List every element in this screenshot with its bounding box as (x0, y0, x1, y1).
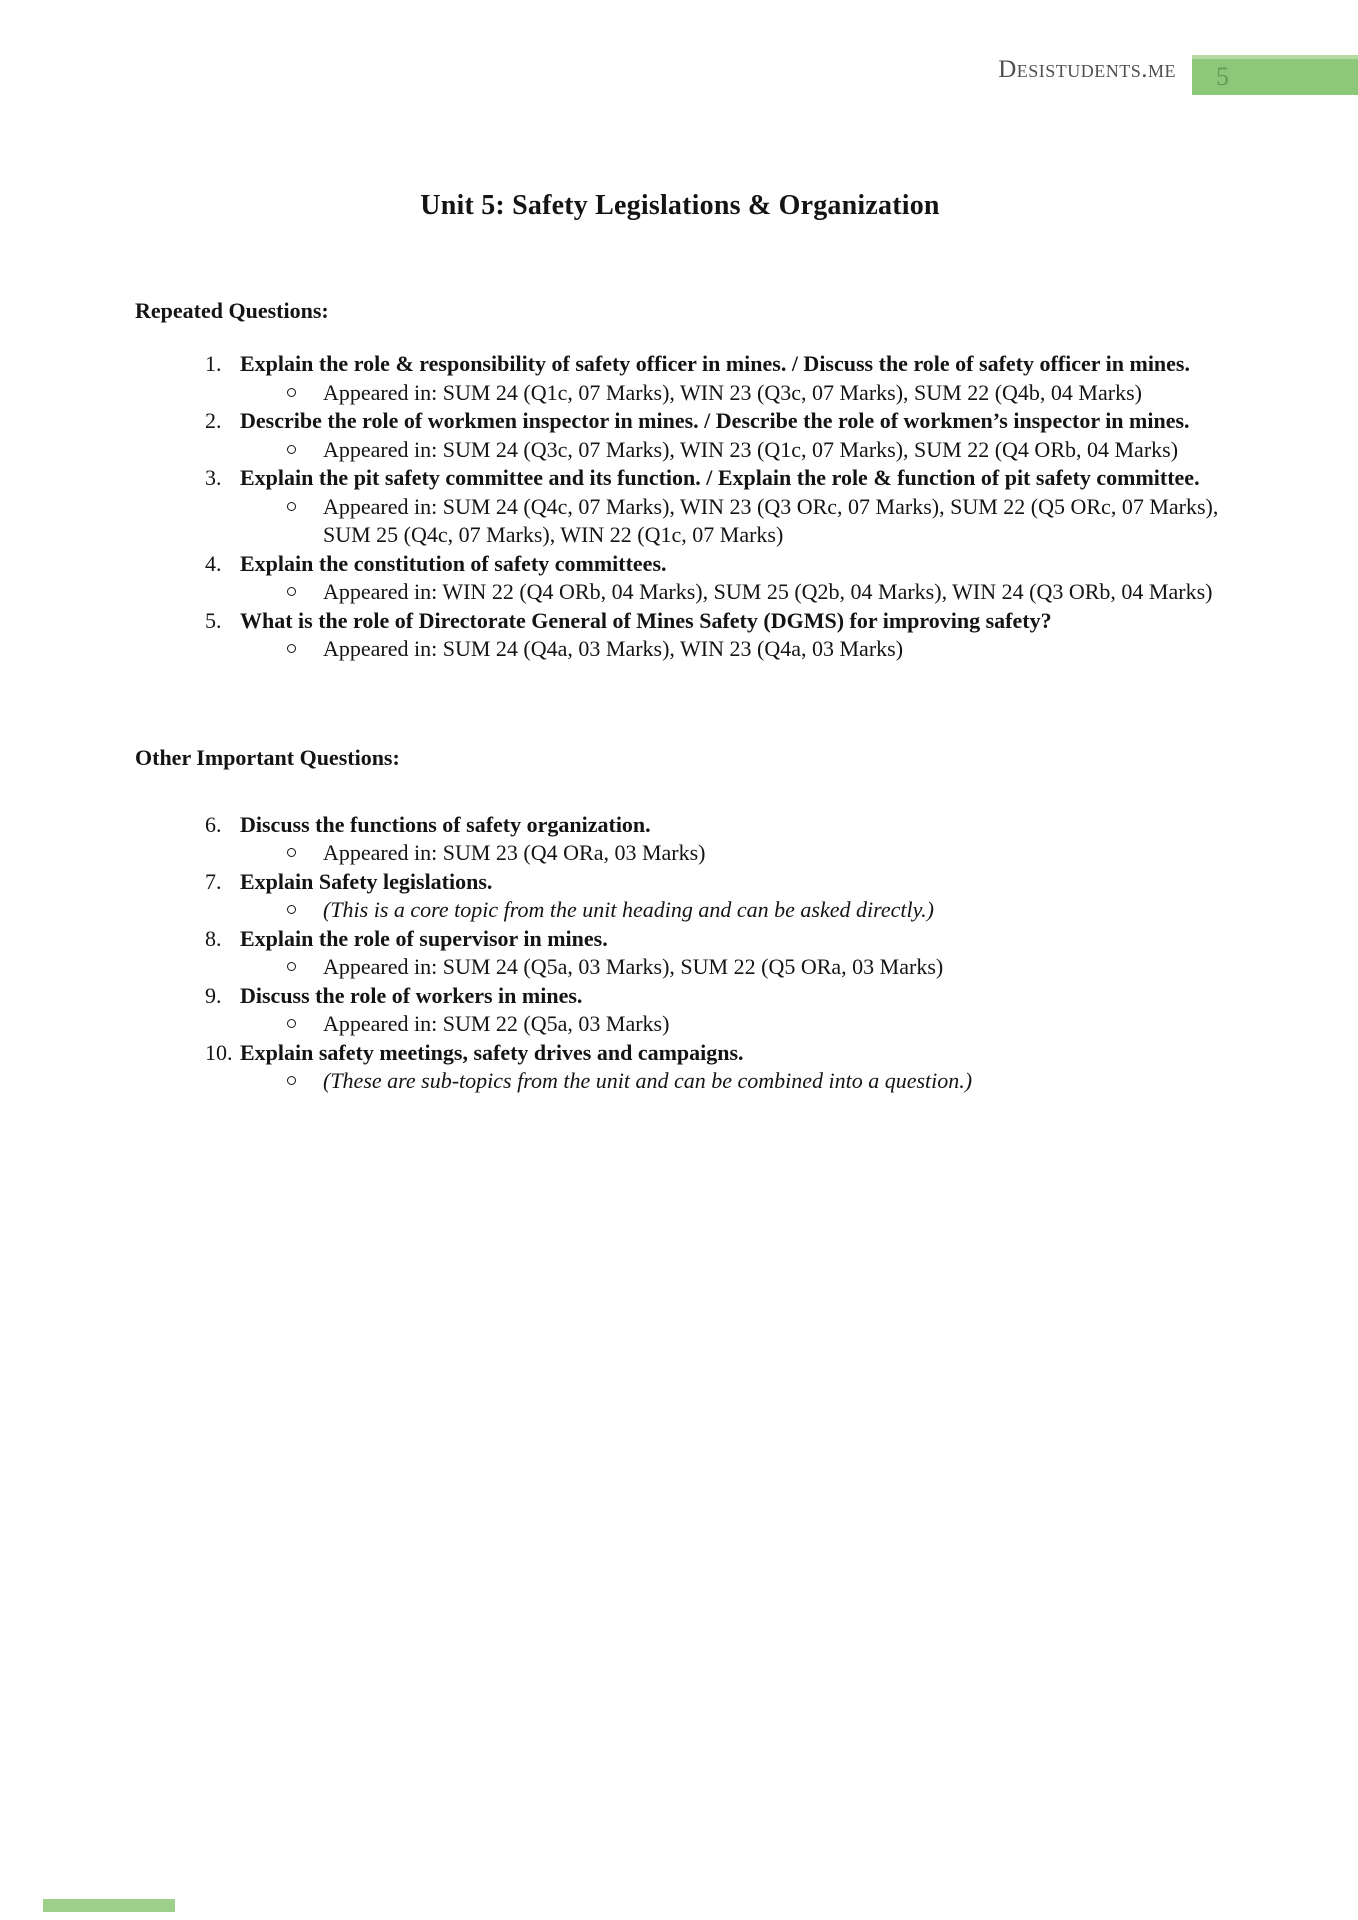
question-row (135, 868, 1225, 897)
spacer (0, 222, 1358, 298)
question-section (135, 745, 1225, 1096)
question-note-row (135, 578, 1225, 607)
question-text: Explain Safety legislations. (240, 868, 493, 894)
question-number: 5. (205, 607, 222, 633)
bullet-cell (287, 436, 323, 465)
question-row (135, 464, 1225, 493)
question-note-row (135, 839, 1225, 868)
question-number: 3. (205, 465, 222, 490)
question-row (135, 407, 1225, 436)
circle-bullet-icon (287, 1076, 296, 1085)
bullet-cell (287, 1067, 323, 1096)
header-site-brand: Desistudents.me (998, 56, 1176, 83)
bullet-cell (287, 379, 323, 408)
footer-accent-bar (43, 1899, 175, 1912)
bullet-cell (287, 839, 323, 868)
question-note-row (135, 635, 1225, 664)
question-note-text: Appeared in: SUM 23 (Q4 ORa, 03 Marks) (323, 840, 706, 865)
question-text: Explain the constitution of safety committees. (240, 550, 667, 576)
question-text: Explain the role & responsibility of safety officer in mines. / Discuss the role of safety officer in mines. (240, 351, 1190, 376)
question-row (135, 350, 1225, 379)
spacer (135, 664, 1225, 745)
question-item (135, 811, 1225, 868)
circle-bullet-icon (287, 905, 296, 914)
question-item (135, 407, 1225, 464)
bullet-cell (287, 896, 323, 925)
question-text: Explain the pit safety committee and its function. / Explain the role & function of pit safety committee. (240, 465, 1200, 490)
document-content (135, 298, 1225, 1096)
question-note-row (135, 493, 1225, 550)
question-note-text: Appeared in: WIN 22 (Q4 ORb, 04 Marks), SUM 25 (Q2b, 04 Marks), WIN 24 (Q3 ORb, 04 Marks) (323, 579, 1213, 604)
circle-bullet-icon (287, 1019, 296, 1028)
question-number: 9. (205, 982, 222, 1008)
circle-bullet-icon (287, 644, 296, 653)
question-text: Discuss the role of workers in mines. (240, 982, 583, 1008)
question-item (135, 1039, 1225, 1096)
question-text: Describe the role of workmen inspector in mines. / Describe the role of workmen’s inspector in mines. (240, 408, 1190, 433)
question-note-text: Appeared in: SUM 24 (Q1c, 07 Marks), WIN 23 (Q3c, 07 Marks), SUM 22 (Q4b, 04 Marks) (323, 379, 1142, 405)
bullet-cell (287, 578, 323, 607)
question-number: 2. (205, 408, 222, 433)
question-note-row (135, 953, 1225, 982)
page-title: Unit 5: Safety Legislations & Organization (420, 190, 940, 221)
question-note-text: Appeared in: SUM 24 (Q5a, 03 Marks), SUM 22 (Q5 ORa, 03 Marks) (323, 954, 944, 979)
question-list (135, 811, 1225, 1096)
question-row (135, 1039, 1225, 1068)
question-item (135, 350, 1225, 407)
question-text: Explain the role of supervisor in mines. (240, 925, 608, 951)
question-number: 6. (205, 811, 222, 837)
question-note-text: Appeared in: SUM 24 (Q4a, 03 Marks), WIN 23 (Q4a, 03 Marks) (323, 636, 904, 661)
question-row (135, 925, 1225, 954)
question-note-row (135, 1067, 1225, 1096)
question-number: 10. (205, 1039, 233, 1065)
question-item (135, 982, 1225, 1039)
page-number: 5 (1216, 62, 1229, 91)
question-row (135, 811, 1225, 840)
section-heading: Other Important Questions: (135, 744, 400, 770)
question-text: Explain safety meetings, safety drives and campaigns. (240, 1039, 744, 1065)
question-row (135, 607, 1225, 636)
circle-bullet-icon (287, 962, 296, 971)
question-number: 7. (205, 868, 222, 894)
circle-bullet-icon (287, 502, 296, 511)
question-note-text: (This is a core topic from the unit heading and can be asked directly.) (323, 897, 935, 922)
question-number: 4. (205, 550, 222, 576)
question-note-row (135, 379, 1225, 408)
bullet-cell (287, 953, 323, 982)
circle-bullet-icon (287, 445, 296, 454)
question-item (135, 464, 1225, 550)
circle-bullet-icon (287, 848, 296, 857)
question-row (135, 982, 1225, 1011)
question-note-row (135, 436, 1225, 465)
bullet-cell (287, 635, 323, 664)
question-text: Discuss the functions of safety organization. (240, 811, 651, 837)
question-note-row (135, 1010, 1225, 1039)
question-number: 1. (205, 351, 222, 376)
question-list (135, 350, 1225, 664)
question-item (135, 550, 1225, 607)
question-item (135, 607, 1225, 664)
question-item (135, 868, 1225, 925)
question-text: What is the role of Directorate General of Mines Safety (DGMS) for improving safety? (240, 607, 1052, 633)
question-note-text: Appeared in: SUM 24 (Q3c, 07 Marks), WIN 23 (Q1c, 07 Marks), SUM 22 (Q4 ORb, 04 Marks) (323, 436, 1179, 462)
section-heading: Repeated Questions: (135, 298, 329, 323)
question-item (135, 925, 1225, 982)
question-note-row (135, 896, 1225, 925)
question-row (135, 550, 1225, 579)
question-number: 8. (205, 925, 222, 951)
question-note-text: Appeared in: SUM 22 (Q5a, 03 Marks) (323, 1011, 670, 1036)
bullet-cell (287, 1010, 323, 1039)
question-note-text: Appeared in: SUM 24 (Q4c, 07 Marks), WIN 23 (Q3 ORc, 07 Marks), SUM 22 (Q5 ORc, 07 Marks), SUM 25 (Q4c, 07 Marks), WIN 22 (Q1c, 07 Marks) (323, 493, 1219, 547)
header-page-number-box (1192, 55, 1358, 95)
circle-bullet-icon (287, 388, 296, 397)
question-section (135, 298, 1225, 664)
question-note-text: (These are sub-topics from the unit and can be combined into a question.) (323, 1068, 973, 1093)
circle-bullet-icon (287, 587, 296, 596)
bullet-cell (287, 493, 323, 550)
sections-container (135, 298, 1225, 1096)
